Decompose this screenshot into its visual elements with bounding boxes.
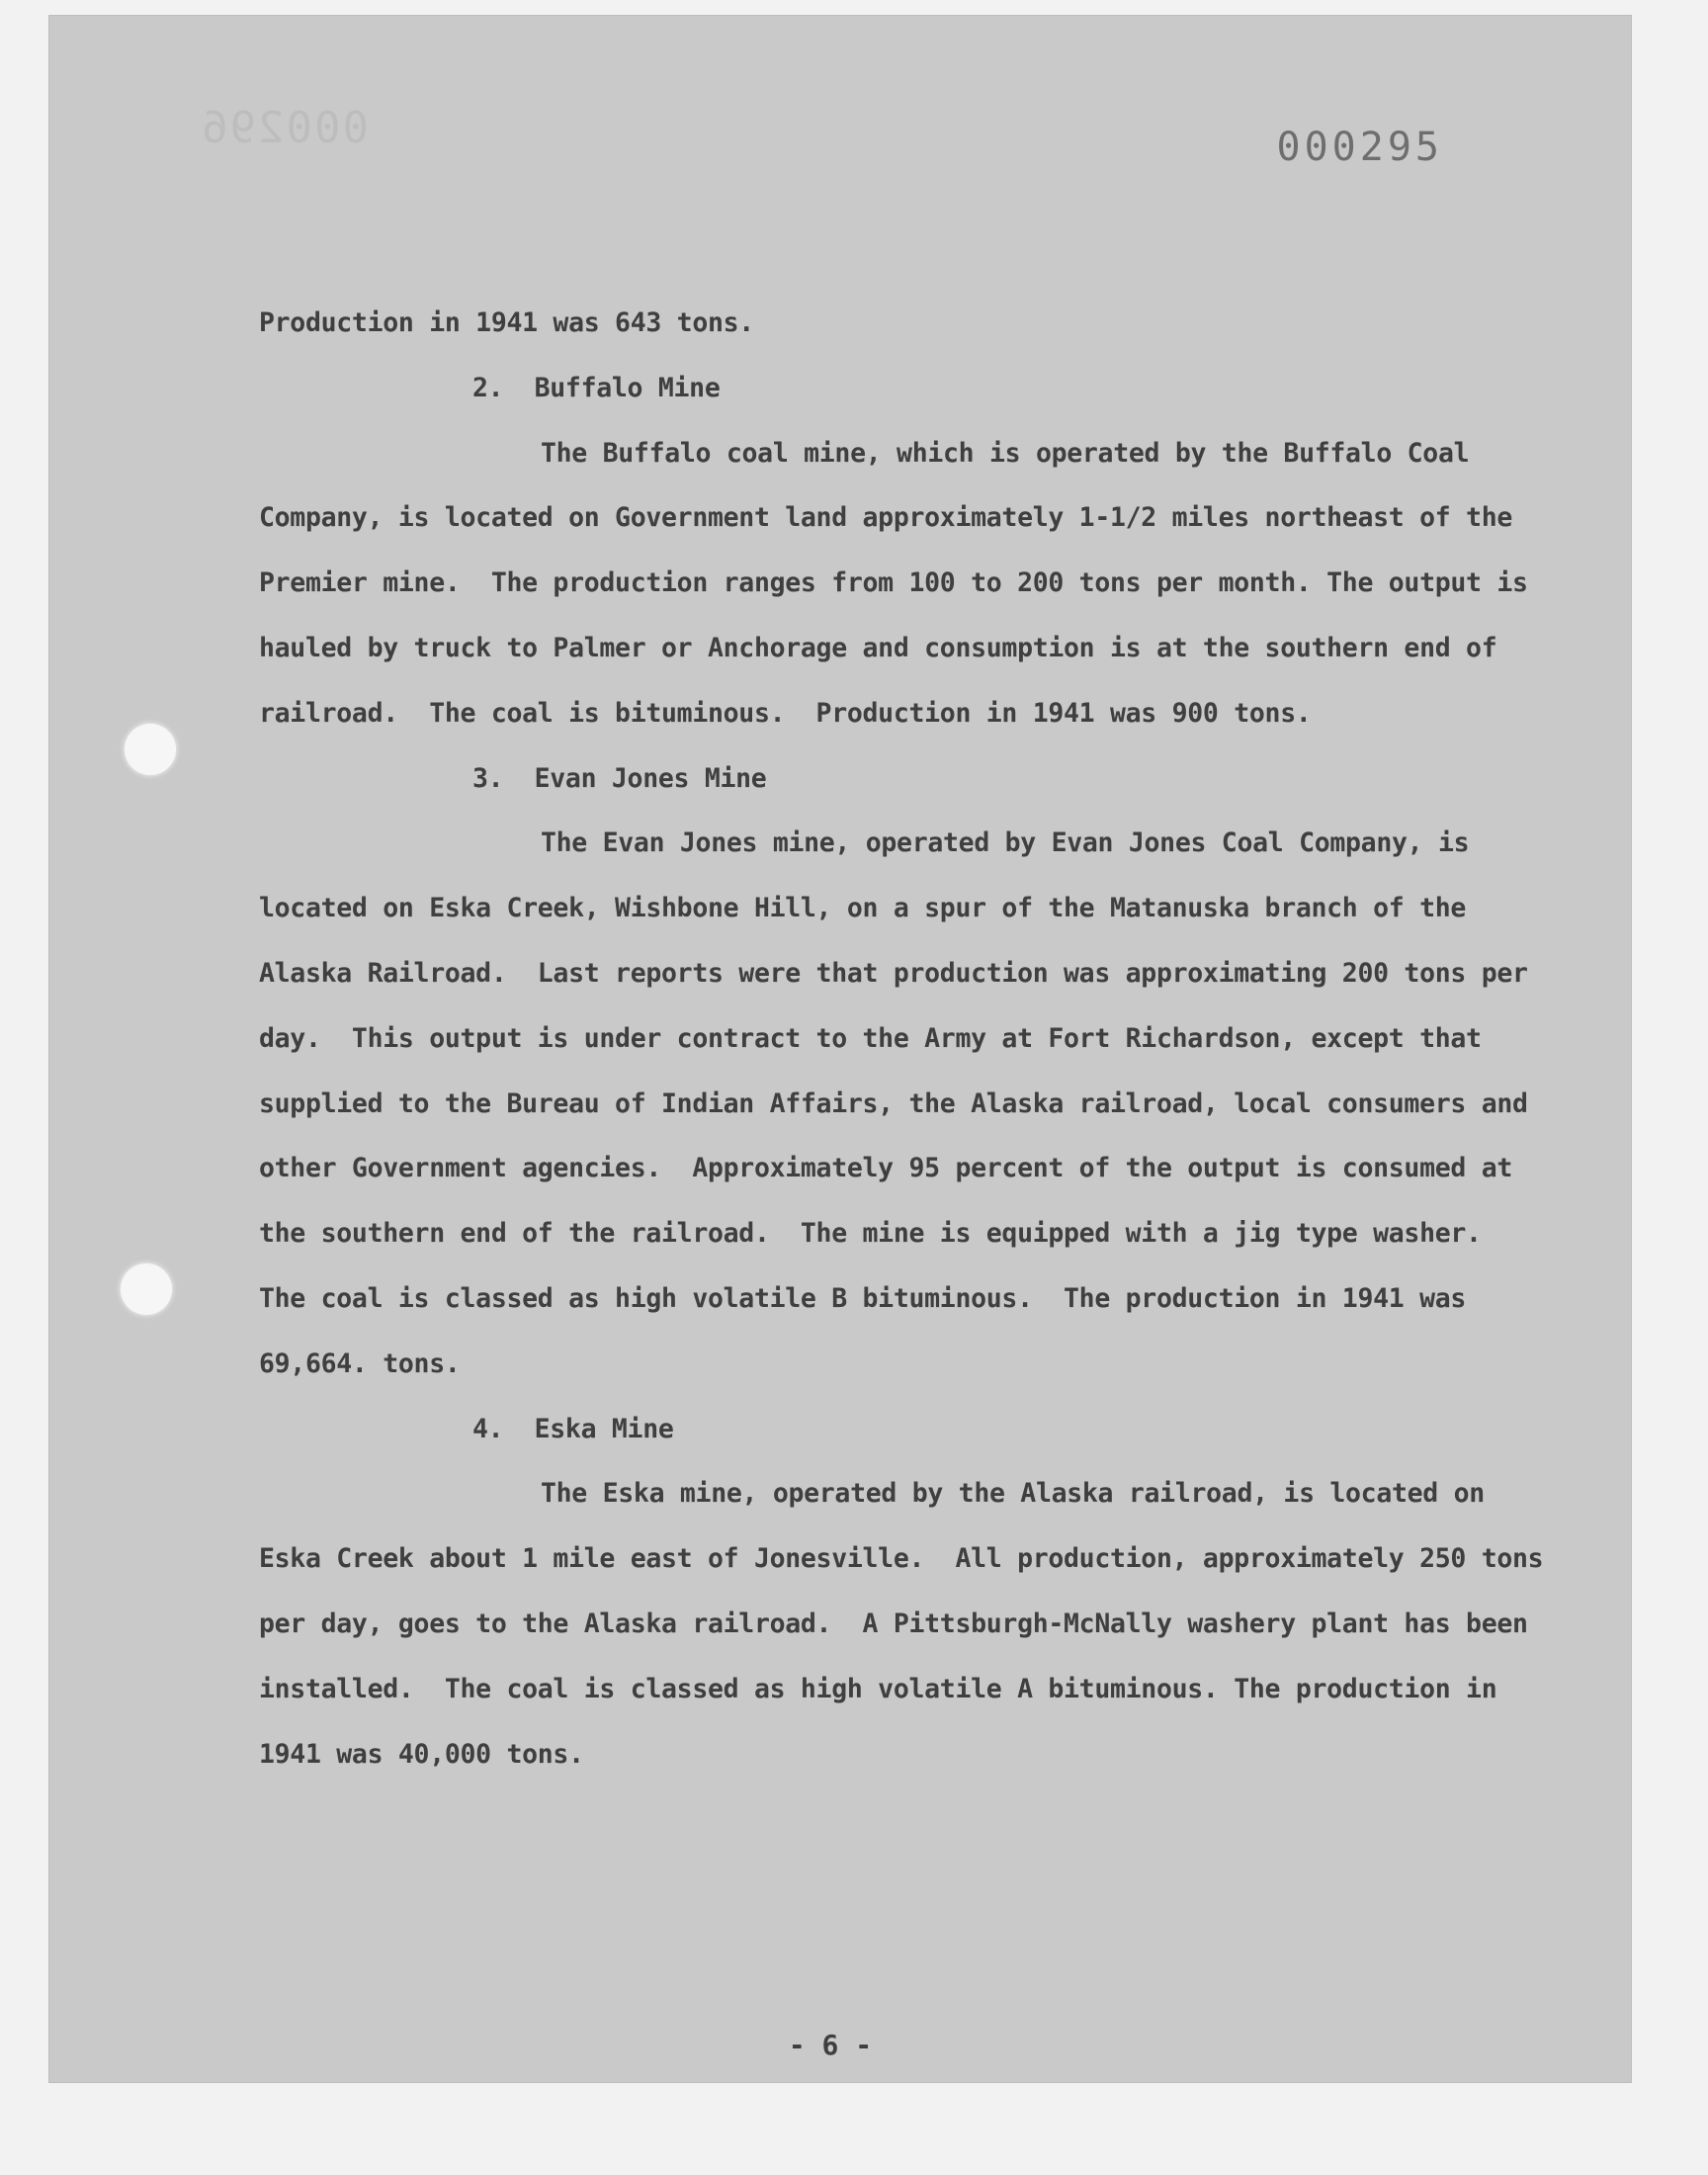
document-page — [49, 16, 1631, 2082]
heading-buffalo-mine: 2. Buffalo Mine — [472, 372, 721, 403]
body-text — [259, 291, 1559, 1786]
heading-eska-mine: 4. Eska Mine — [472, 1413, 674, 1444]
heading-evan-jones-mine: 3. Evan Jones Mine — [472, 762, 767, 794]
paragraph-eska-mine: The Eska mine, operated by the Alaska railroad, is located on Eska Creek about 1 mile east of Jonesville. All production, approximately 250 tons per day, goes to the Alaska railroad. A Pittsburgh-McNally washery plant has been installed. The coal is classed as high volatile A bituminous. The production in 1941 was 40,000 tons. — [259, 1478, 1559, 1770]
paragraph-production-intro: Production in 1941 was 643 tons. — [259, 307, 754, 338]
punch-hole-lower — [121, 1263, 172, 1315]
punch-hole-upper — [125, 724, 176, 775]
paragraph-buffalo-mine: The Buffalo coal mine, which is operated by the Buffalo Coal Company, is located on Government land approximately 1-1/2 miles northeast of the Premier mine. The production ranges from 100 to 200 tons per month. The output is hauled by truck to Palmer or Anchorage and consumption is at the southern end of railroad. The coal is bituminous. Production in 1941 was 900 tons. — [259, 437, 1544, 729]
document-number: 000295 — [1276, 125, 1443, 170]
page-number: - 6 - — [788, 2029, 873, 2061]
bleed-through-number: 000296 — [200, 103, 369, 153]
paragraph-evan-jones-mine: The Evan Jones mine, operated by Evan Jones Coal Company, is located on Eska Creek, Wishbone Hill, on a spur of the Matanuska branch of the Alaska Railroad. Last reports were that production was approximating 200 tons per day. This output is under contract to the Army at Fort Richardson, except that supplied to the Bureau of Indian Affairs, the Alaska railroad, local consumers and other Government agencies. Approximately 95 percent of the output is consumed at the southern end of the railroad. The mine is equipped with a jig type washer. The coal is classed as high volatile B bituminous. The production in 1941 was 69,664. tons. — [259, 827, 1544, 1379]
